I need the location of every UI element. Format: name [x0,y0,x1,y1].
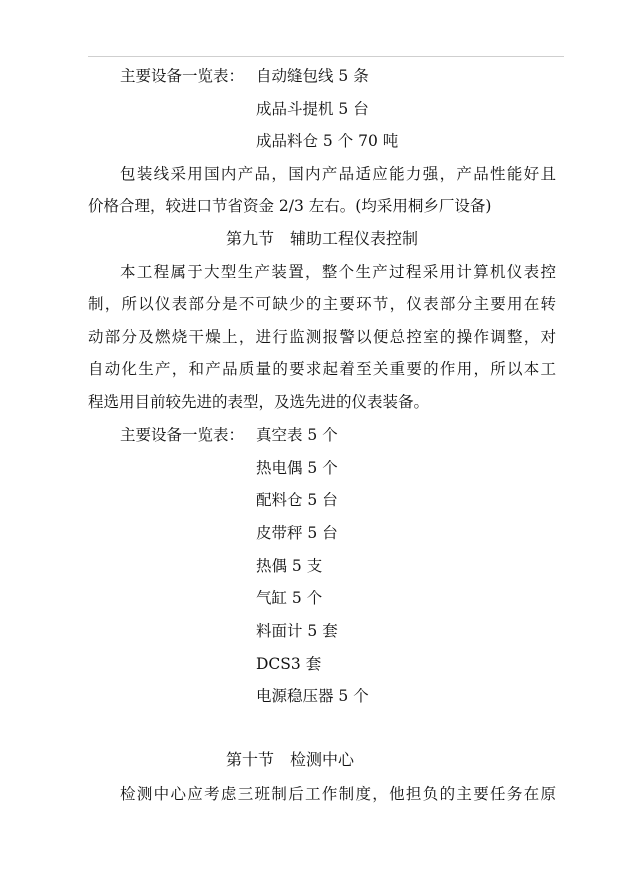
equipment-item: 配料仓 5 台 [256,491,338,509]
equipment-item: 料面计 5 套 [256,622,338,640]
equipment-item: 电源稳压器 5 个 [256,687,369,705]
paragraph-line: 程选用目前较先进的表型，及选先进的仪表装备。 [88,393,430,411]
equipment-item: 气缸 5 个 [256,589,323,607]
paragraph-line: 检测中心应考虑三班制后工作制度，他担负的主要任务在原 [120,785,556,803]
equipment-list-label: 主要设备一览表： [120,67,245,85]
equipment-item: 热偶 5 支 [256,557,323,575]
section-heading: 第九节 辅助工程仪表控制 [226,229,419,248]
equipment-item: 自动缝包线 5 条 [256,67,369,85]
section-heading: 第十节 检测中心 [226,750,355,769]
equipment-item: 皮带秤 5 台 [256,524,338,542]
paragraph-line: 制，所以仪表部分是不可缺少的主要环节，仪表部分主要用在转 [88,295,556,313]
equipment-list-label: 主要设备一览表： [120,426,245,444]
paragraph-line: 动部分及燃烧干燥上，进行监测报警以便总控室的操作调整，对 [88,328,556,346]
paragraph-line: 自动化生产，和产品质量的要求起着至关重要的作用，所以本工 [88,360,556,378]
header-rule [88,56,564,57]
equipment-item: 成品料仓 5 个 70 吨 [256,132,399,150]
paragraph-line: 本工程属于大型生产装置，整个生产过程采用计算机仪表控 [120,263,556,281]
equipment-item: 成品斗提机 5 台 [256,100,369,118]
equipment-item: 真空表 5 个 [256,426,338,444]
paragraph-line: 价格合理，较进口节省资金 2/3 左右。(均采用桐乡厂设备) [88,197,492,215]
equipment-item: DCS3 套 [256,655,322,673]
equipment-item: 热电偶 5 个 [256,459,338,477]
paragraph-line: 包装线采用国内产品，国内产品适应能力强，产品性能好且 [120,165,556,183]
